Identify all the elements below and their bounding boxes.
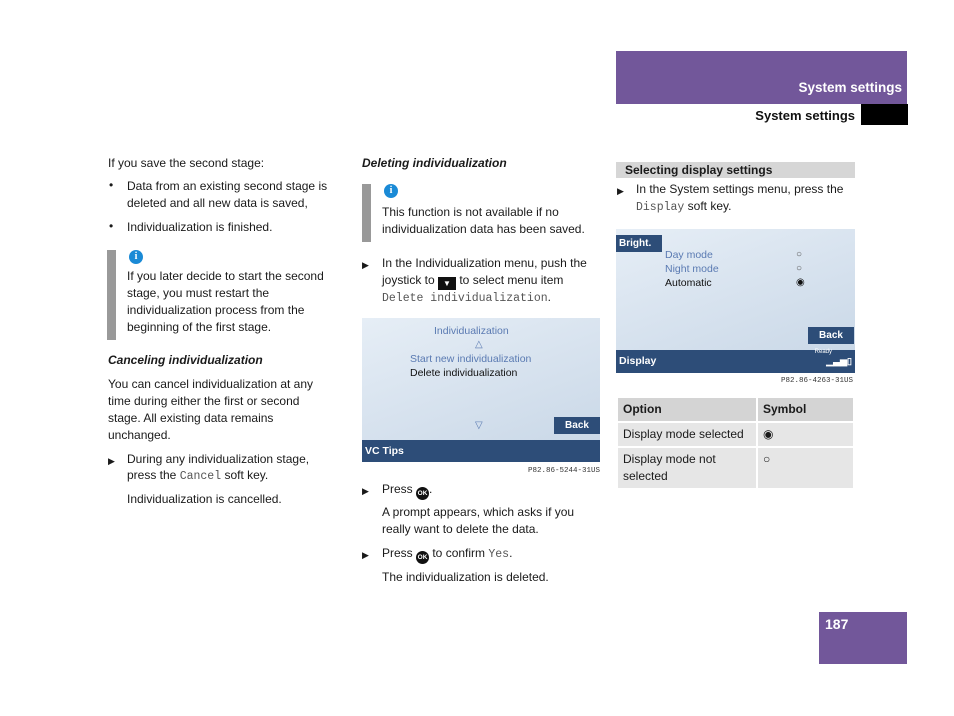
menu-item-delete[interactable]: Delete individualization <box>410 367 518 379</box>
symbol-glyph: ◉ <box>763 427 774 441</box>
softkey-cancel: Cancel <box>179 470 222 483</box>
option-cell: Display mode selected <box>617 422 757 447</box>
info-text: beginning of the first stage. <box>127 320 272 334</box>
triangle-up-icon: △ <box>475 339 483 350</box>
step-text: Delete individualization. <box>382 290 551 305</box>
option-cell: Display mode not selected <box>617 447 757 489</box>
display-screen <box>616 229 855 373</box>
softkey-display: Display <box>636 201 685 214</box>
triangle-right-icon: ▶ <box>362 486 369 496</box>
section-title: System settings <box>798 80 902 95</box>
info-text: If you later decide to start the second <box>127 269 324 283</box>
column-header: Symbol <box>757 397 854 422</box>
header-marker <box>861 104 908 125</box>
triangle-right-icon: ▶ <box>617 186 624 196</box>
symbol-table <box>616 396 855 490</box>
body-text: time during either the first or second <box>108 394 300 408</box>
triangle-right-icon: ▶ <box>108 456 115 466</box>
bullet-dot: • <box>109 219 114 233</box>
bullet-text: Data from an existing second stage is <box>127 179 328 193</box>
step-text: Press OK to confirm Yes. <box>382 545 512 564</box>
info-icon: i <box>384 184 398 198</box>
info-text: stage, you must restart the <box>127 286 270 300</box>
result-text: Individualization is cancelled. <box>127 492 282 506</box>
cancel-heading: Canceling individualization <box>108 353 263 367</box>
header-band <box>616 51 907 104</box>
step-text: In the Individualization menu, push the <box>382 256 587 270</box>
table-header-row <box>617 397 854 422</box>
table-row <box>617 422 854 447</box>
brightness-tab[interactable]: Bright. <box>616 235 662 252</box>
status-bar <box>616 350 855 373</box>
bullet-dot: • <box>109 178 114 192</box>
menu-item-code: Delete individualization <box>382 292 548 305</box>
info-text: individualization process from the <box>127 303 305 317</box>
back-button[interactable]: Back <box>808 327 854 344</box>
subsection-title: System settings <box>755 108 855 123</box>
radio-selected-icon: ◉ <box>796 277 805 288</box>
step-text: In the System settings menu, press the <box>636 182 844 196</box>
column-header: Option <box>617 397 757 422</box>
ready-label: Ready <box>814 349 832 355</box>
page-number: 187 <box>825 616 849 632</box>
signal-strength-icon: ▁▃▅▯ <box>826 356 852 366</box>
step-text: Press OK . <box>382 481 432 500</box>
bullet-text: Individualization is finished. <box>127 220 273 234</box>
display-settings-heading: Selecting display settings <box>616 162 855 178</box>
joystick-down-icon: ▼ <box>438 277 456 290</box>
step-text: During any individualization stage, <box>127 452 310 466</box>
option-night-mode[interactable]: Night mode <box>665 263 719 275</box>
body-text: A prompt appears, which asks if you <box>382 505 575 519</box>
result-text: The individualization is deleted. <box>382 570 549 584</box>
info-text: This function is not available if no <box>382 205 559 219</box>
ok-button-icon: OK <box>416 487 429 500</box>
radio-unselected-icon <box>757 447 854 489</box>
softkey-yes: Yes <box>488 548 510 561</box>
radio-unselected-icon: ○ <box>796 249 803 260</box>
body-text: really want to delete the data. <box>382 522 539 536</box>
body-text: unchanged. <box>108 428 171 442</box>
delete-heading: Deleting individualization <box>362 156 507 170</box>
radio-selected-icon <box>757 422 854 447</box>
info-text: individualization data has been saved. <box>382 222 585 236</box>
figure-ref: P82.86-4263-31US <box>781 377 854 385</box>
body-text: You can cancel individualization at any <box>108 377 314 391</box>
info-bar <box>362 184 371 242</box>
body-text: stage. All existing data remains <box>108 411 274 425</box>
triangle-down-icon: ▽ <box>475 420 483 431</box>
step-text: press the Cancel soft key. <box>127 468 269 483</box>
step-text: joystick to ▼ to select menu item <box>382 273 564 288</box>
intro-text: If you save the second stage: <box>108 156 265 170</box>
status-bar-label: Display <box>619 355 657 367</box>
back-button[interactable]: Back <box>554 417 600 434</box>
status-bar: VC Tips <box>362 440 600 462</box>
triangle-right-icon: ▶ <box>362 260 369 270</box>
bullet-text: deleted and all new data is saved, <box>127 196 308 210</box>
individualization-screen <box>362 318 600 462</box>
table-row <box>617 447 854 489</box>
triangle-right-icon: ▶ <box>362 550 369 560</box>
info-bar <box>107 250 116 340</box>
option-day-mode[interactable]: Day mode <box>665 249 713 261</box>
info-icon: i <box>129 250 143 264</box>
figure-ref: P82.86-5244-31US <box>528 467 601 475</box>
step-text: Display soft key. <box>636 199 732 214</box>
radio-unselected-icon: ○ <box>796 263 803 274</box>
ok-button-icon: OK <box>416 551 429 564</box>
option-automatic[interactable]: Automatic <box>665 277 712 289</box>
symbol-glyph: ○ <box>763 452 771 466</box>
screen-title: Individualization <box>434 325 509 337</box>
menu-item-start[interactable]: Start new individualization <box>410 353 532 365</box>
